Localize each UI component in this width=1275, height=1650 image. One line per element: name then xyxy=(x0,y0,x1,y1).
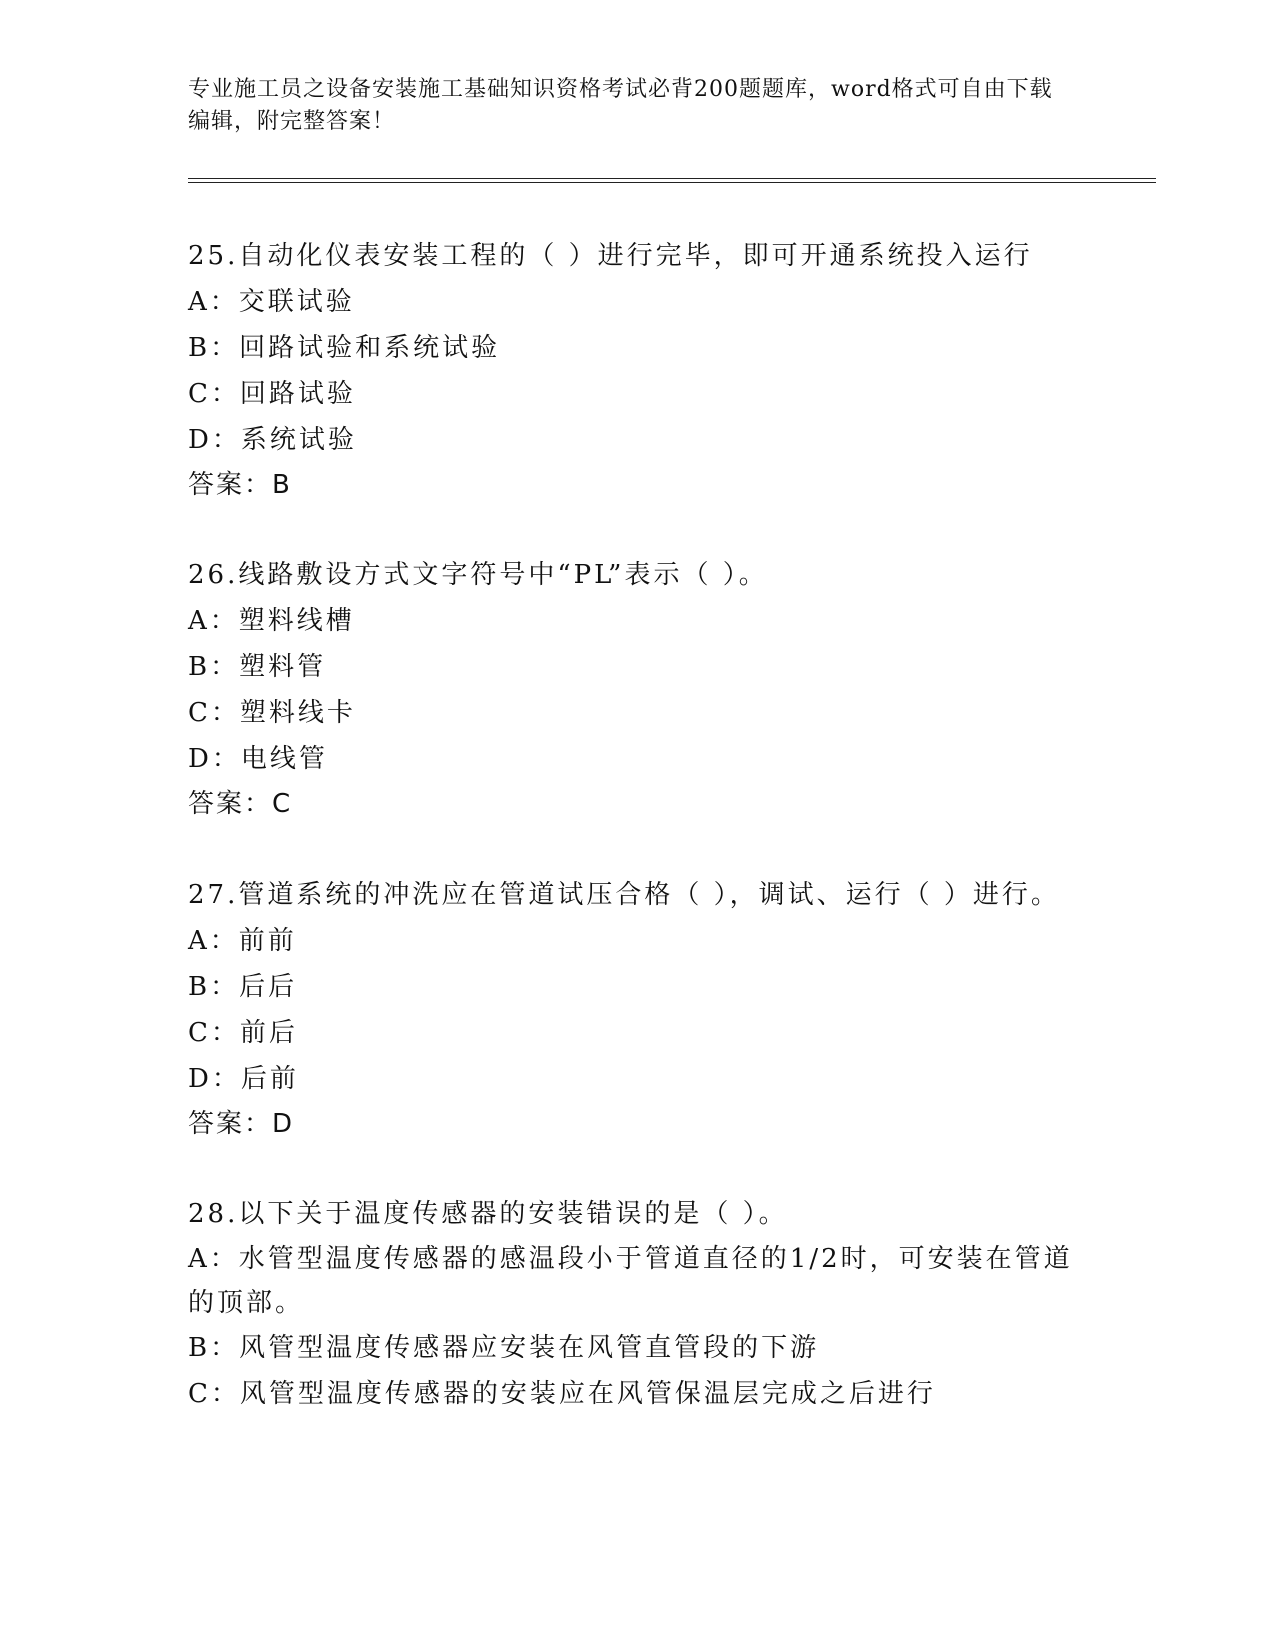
question-26 xyxy=(188,552,1088,826)
question-title: 26.线路敷设方式文字符号中“PL”表示（ ）。 xyxy=(188,560,768,590)
option-a: A：水管型温度传感器的感温段小于管道直径的1/2时，可安装在管道的顶部。 xyxy=(188,1244,1073,1318)
question-28 xyxy=(188,1191,1088,1417)
question-25 xyxy=(188,233,1088,507)
document-header: 专业施工员之设备安装施工基础知识资格考试必背200题题库，word格式可自由下载编辑，附完整答案！ xyxy=(188,77,1053,134)
option-d: D：后前 xyxy=(188,1064,299,1094)
option-b: B：风管型温度传感器应安装在风管直管段的下游 xyxy=(188,1333,820,1363)
option-b: B：后后 xyxy=(188,972,298,1002)
answer: 答案：D xyxy=(188,1109,295,1139)
document-page xyxy=(188,0,1158,1650)
option-d: D：系统试验 xyxy=(188,425,357,455)
option-c: C：风管型温度传感器的安装应在风管保温层完成之后进行 xyxy=(188,1379,936,1409)
header-divider xyxy=(188,178,1156,183)
option-b: B：回路试验和系统试验 xyxy=(188,333,501,363)
option-a: A：前前 xyxy=(188,926,297,956)
option-b: B：塑料管 xyxy=(188,652,327,682)
option-a: A：塑料线槽 xyxy=(188,606,355,636)
option-c: C：回路试验 xyxy=(188,379,356,409)
question-27 xyxy=(188,872,1088,1146)
question-title: 27.管道系统的冲洗应在管道试压合格（ ），调试、运行（ ）进行。 xyxy=(188,880,1060,910)
option-c: C：前后 xyxy=(188,1018,298,1048)
option-c: C：塑料线卡 xyxy=(188,698,356,728)
option-d: D：电线管 xyxy=(188,744,328,774)
answer: 答案：C xyxy=(188,789,293,819)
question-title: 25.自动化仪表安装工程的（ ）进行完毕，即可开通系统投入运行 xyxy=(188,241,1033,271)
option-a: A：交联试验 xyxy=(188,287,355,317)
answer: 答案：B xyxy=(188,470,292,500)
question-title: 28.以下关于温度传感器的安装错误的是（ ）。 xyxy=(188,1199,788,1229)
